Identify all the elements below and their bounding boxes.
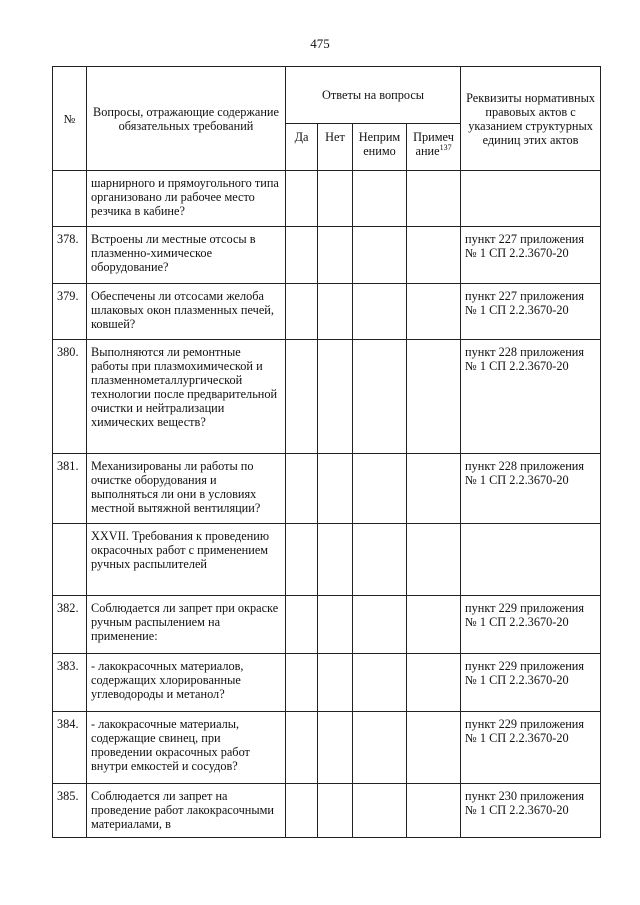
row-reference: пункт 229 приложения № 1 СП 2.2.3670-20 <box>461 654 601 712</box>
answer-note-cell[interactable] <box>407 227 461 284</box>
row-question: - лакокрасочных материалов, содержащих хлорированные углеводороды и метанол? <box>87 654 286 712</box>
row-question: Соблюдается ли запрет при окраске ручным распылением на применение: <box>87 596 286 654</box>
answer-not-applicable-cell[interactable] <box>353 784 407 838</box>
answer-note-cell[interactable] <box>407 596 461 654</box>
header-note-label: Примеч ание <box>413 130 454 158</box>
answer-yes-cell[interactable] <box>286 596 318 654</box>
table-row <box>53 227 601 284</box>
answer-not-applicable-cell <box>353 524 407 596</box>
header-not-applicable: Неприм енимо <box>353 124 407 171</box>
answer-note-cell[interactable] <box>407 654 461 712</box>
row-number: 379. <box>53 284 87 340</box>
table-row <box>53 454 601 524</box>
table-row <box>53 340 601 454</box>
answer-no-cell[interactable] <box>318 171 353 227</box>
answer-no-cell[interactable] <box>318 454 353 524</box>
row-question: Соблюдается ли запрет на проведение работ лакокрасочными материалами, в <box>87 784 286 838</box>
answer-not-applicable-cell[interactable] <box>353 171 407 227</box>
row-number <box>53 171 87 227</box>
table-row <box>53 171 601 227</box>
answer-note-cell[interactable] <box>407 284 461 340</box>
row-reference <box>461 171 601 227</box>
header-requisites: Реквизиты нормативных правовых актов с указанием структурных единиц этих актов <box>461 67 601 171</box>
answer-yes-cell[interactable] <box>286 712 318 784</box>
header-num: № <box>53 67 87 171</box>
answer-yes-cell[interactable] <box>286 454 318 524</box>
answer-yes-cell[interactable] <box>286 654 318 712</box>
answer-note-cell <box>407 524 461 596</box>
row-question: Выполняются ли ремонтные работы при плазмохимической и плазменнометаллургической технологии после предварительной очистки и нейтрализации химических веществ? <box>87 340 286 454</box>
checklist-table <box>52 66 601 838</box>
table-row <box>53 284 601 340</box>
table-row <box>53 784 601 838</box>
row-reference: пункт 227 приложения № 1 СП 2.2.3670-20 <box>461 284 601 340</box>
row-number: 378. <box>53 227 87 284</box>
answer-no-cell[interactable] <box>318 596 353 654</box>
answer-no-cell[interactable] <box>318 784 353 838</box>
answer-no-cell[interactable] <box>318 227 353 284</box>
row-question: шарнирного и прямоугольного типа организовано ли рабочее место резчика в кабине? <box>87 171 286 227</box>
row-reference <box>461 524 601 596</box>
header-yes: Да <box>286 124 318 171</box>
answer-not-applicable-cell[interactable] <box>353 284 407 340</box>
row-number: 384. <box>53 712 87 784</box>
header-no: Нет <box>318 124 353 171</box>
row-question: Обеспечены ли отсосами желоба шлаковых окон плазменных печей, ковшей? <box>87 284 286 340</box>
answer-no-cell[interactable] <box>318 340 353 454</box>
answer-note-cell[interactable] <box>407 454 461 524</box>
row-number: 380. <box>53 340 87 454</box>
table-row <box>53 596 601 654</box>
answer-yes-cell[interactable] <box>286 227 318 284</box>
page-number: 475 <box>310 36 330 51</box>
row-number: 385. <box>53 784 87 838</box>
section-row <box>53 524 601 596</box>
row-reference: пункт 229 приложения № 1 СП 2.2.3670-20 <box>461 712 601 784</box>
section-heading: XXVII. Требования к проведению окрасочных работ с применением ручных распылителей <box>87 524 286 596</box>
table-row <box>53 654 601 712</box>
row-reference: пункт 228 приложения № 1 СП 2.2.3670-20 <box>461 454 601 524</box>
row-number: 382. <box>53 596 87 654</box>
answer-no-cell[interactable] <box>318 284 353 340</box>
row-reference: пункт 230 приложения № 1 СП 2.2.3670-20 <box>461 784 601 838</box>
answer-not-applicable-cell[interactable] <box>353 340 407 454</box>
answer-yes-cell[interactable] <box>286 284 318 340</box>
row-reference: пункт 227 приложения № 1 СП 2.2.3670-20 <box>461 227 601 284</box>
row-question: Встроены ли местные отсосы в плазменно-химическое оборудование? <box>87 227 286 284</box>
row-question: - лакокрасочные материалы, содержащие свинец, при проведении окрасочных работ внутри емкостей и сосудов? <box>87 712 286 784</box>
answer-no-cell <box>318 524 353 596</box>
answer-note-cell[interactable] <box>407 784 461 838</box>
answer-yes-cell <box>286 524 318 596</box>
row-reference: пункт 228 приложения № 1 СП 2.2.3670-20 <box>461 340 601 454</box>
answer-note-cell[interactable] <box>407 171 461 227</box>
answer-no-cell[interactable] <box>318 654 353 712</box>
row-number <box>53 524 87 596</box>
answer-note-cell[interactable] <box>407 340 461 454</box>
answer-yes-cell[interactable] <box>286 340 318 454</box>
answer-not-applicable-cell[interactable] <box>353 454 407 524</box>
header-questions: Вопросы, отражающие содержание обязательных требований <box>87 67 286 171</box>
header-note <box>407 124 461 171</box>
answer-yes-cell[interactable] <box>286 784 318 838</box>
answer-yes-cell[interactable] <box>286 171 318 227</box>
answer-not-applicable-cell[interactable] <box>353 654 407 712</box>
footnote-ref: 137 <box>439 142 452 152</box>
row-number: 383. <box>53 654 87 712</box>
answer-note-cell[interactable] <box>407 712 461 784</box>
answer-no-cell[interactable] <box>318 712 353 784</box>
row-number: 381. <box>53 454 87 524</box>
row-question: Механизированы ли работы по очистке оборудования и выполняться ли они в условиях местной вытяжной вентиляции? <box>87 454 286 524</box>
header-answers: Ответы на вопросы <box>286 67 461 124</box>
table-row <box>53 712 601 784</box>
row-reference: пункт 229 приложения № 1 СП 2.2.3670-20 <box>461 596 601 654</box>
answer-not-applicable-cell[interactable] <box>353 712 407 784</box>
answer-not-applicable-cell[interactable] <box>353 596 407 654</box>
answer-not-applicable-cell[interactable] <box>353 227 407 284</box>
